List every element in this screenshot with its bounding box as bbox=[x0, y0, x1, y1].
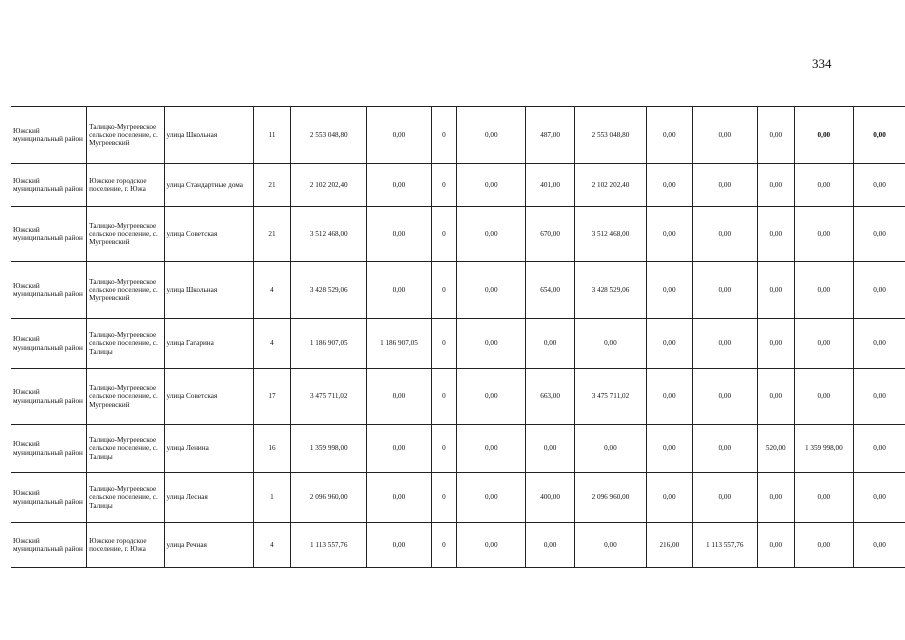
district-cell: Южский муниципальный район bbox=[11, 207, 87, 262]
area-cell: 0,00 bbox=[757, 369, 794, 425]
total-cost-cell: 1 186 907,05 bbox=[291, 319, 367, 369]
count-cell: 0 bbox=[431, 207, 457, 262]
total-cost-cell: 3 428 529,06 bbox=[291, 262, 367, 319]
cost-cell: 2 102 202,40 bbox=[574, 164, 646, 207]
cost-cell: 0,00 bbox=[692, 262, 757, 319]
count-cell: 0 bbox=[431, 523, 457, 568]
cost-cell: 0,00 bbox=[457, 107, 526, 164]
cost-cell: 1 113 557,76 bbox=[692, 523, 757, 568]
cost-cell: 0,00 bbox=[794, 107, 853, 164]
district-cell: Южский муниципальный район bbox=[11, 107, 87, 164]
building-number-cell: 4 bbox=[253, 262, 291, 319]
cost-cell: 0,00 bbox=[457, 473, 526, 523]
area-cell: 0,00 bbox=[757, 164, 794, 207]
area-cell: 216,00 bbox=[647, 523, 693, 568]
area-cell: 654,00 bbox=[526, 262, 575, 319]
cost-cell: 0,00 bbox=[367, 523, 431, 568]
area-cell: 0,00 bbox=[757, 107, 794, 164]
cost-cell: 0,00 bbox=[794, 262, 853, 319]
area-cell: 0,00 bbox=[757, 523, 794, 568]
district-cell: Южский муниципальный район bbox=[11, 425, 87, 473]
district-cell: Южский муниципальный район bbox=[11, 369, 87, 425]
street-cell: улица Гагарина bbox=[164, 319, 253, 369]
cost-cell: 0,00 bbox=[794, 319, 853, 369]
total-cost-cell: 2 102 202,40 bbox=[291, 164, 367, 207]
count-cell: 0 bbox=[431, 425, 457, 473]
area-cell: 487,00 bbox=[526, 107, 575, 164]
settlement-cell: Талицко-Мугреевское сельское поселение, с. Мугреевский bbox=[87, 207, 164, 262]
area-cell: 0,00 bbox=[647, 107, 693, 164]
building-number-cell: 21 bbox=[253, 164, 291, 207]
table-row bbox=[11, 425, 905, 473]
cost-cell: 0,00 bbox=[367, 425, 431, 473]
settlement-cell: Талицко-Мугреевское сельское поселение, с. Мугреевский bbox=[87, 369, 164, 425]
cost-cell: 0,00 bbox=[574, 425, 646, 473]
cost-cell: 0,00 bbox=[854, 523, 905, 568]
area-cell: 0,00 bbox=[647, 425, 693, 473]
area-cell: 0,00 bbox=[647, 207, 693, 262]
building-number-cell: 1 bbox=[253, 473, 291, 523]
area-cell: 0,00 bbox=[647, 164, 693, 207]
count-cell: 0 bbox=[431, 262, 457, 319]
area-cell: 0,00 bbox=[757, 319, 794, 369]
cost-cell: 0,00 bbox=[457, 319, 526, 369]
area-cell: 0,00 bbox=[647, 369, 693, 425]
cost-cell: 0,00 bbox=[692, 369, 757, 425]
cost-cell: 0,00 bbox=[457, 262, 526, 319]
total-cost-cell: 3 475 711,02 bbox=[291, 369, 367, 425]
cost-cell: 0,00 bbox=[854, 369, 905, 425]
table-row bbox=[11, 523, 905, 568]
total-cost-cell: 1 113 557,76 bbox=[291, 523, 367, 568]
building-number-cell: 17 bbox=[253, 369, 291, 425]
cost-cell: 0,00 bbox=[574, 523, 646, 568]
cost-cell: 0,00 bbox=[367, 164, 431, 207]
building-number-cell: 16 bbox=[253, 425, 291, 473]
area-cell: 401,00 bbox=[526, 164, 575, 207]
area-cell: 0,00 bbox=[526, 425, 575, 473]
cost-cell: 0,00 bbox=[794, 473, 853, 523]
cost-cell: 0,00 bbox=[854, 164, 905, 207]
cost-cell: 2 553 048,80 bbox=[574, 107, 646, 164]
cost-cell: 3 428 529,06 bbox=[574, 262, 646, 319]
cost-cell: 0,00 bbox=[457, 369, 526, 425]
cost-cell: 0,00 bbox=[794, 369, 853, 425]
cost-cell: 0,00 bbox=[854, 207, 905, 262]
area-cell: 0,00 bbox=[526, 523, 575, 568]
cost-cell: 0,00 bbox=[692, 164, 757, 207]
cost-cell: 0,00 bbox=[854, 425, 905, 473]
cost-cell: 0,00 bbox=[692, 473, 757, 523]
page-number: 334 bbox=[812, 56, 832, 71]
building-number-cell: 4 bbox=[253, 523, 291, 568]
district-cell: Южский муниципальный район bbox=[11, 473, 87, 523]
settlement-cell: Талицко-Мугреевское сельское поселение, с. Талицы bbox=[87, 425, 164, 473]
cost-cell: 2 096 960,00 bbox=[574, 473, 646, 523]
street-cell: улица Советская bbox=[164, 369, 253, 425]
cost-cell: 0,00 bbox=[367, 207, 431, 262]
cost-cell: 3 475 711,02 bbox=[574, 369, 646, 425]
building-number-cell: 11 bbox=[253, 107, 291, 164]
cost-cell: 3 512 468,00 bbox=[574, 207, 646, 262]
area-cell: 0,00 bbox=[757, 473, 794, 523]
count-cell: 0 bbox=[431, 164, 457, 207]
count-cell: 0 bbox=[431, 319, 457, 369]
total-cost-cell: 3 512 468,00 bbox=[291, 207, 367, 262]
cost-cell: 0,00 bbox=[854, 107, 905, 164]
cost-cell: 0,00 bbox=[794, 207, 853, 262]
cost-cell: 0,00 bbox=[457, 164, 526, 207]
settlement-cell: Южское городское поселение, г. Южа bbox=[87, 164, 164, 207]
settlement-cell: Талицко-Мугреевское сельское поселение, с. Мугреевский bbox=[87, 262, 164, 319]
cost-cell: 0,00 bbox=[692, 207, 757, 262]
street-cell: улица Лесная bbox=[164, 473, 253, 523]
settlement-cell: Талицко-Мугреевское сельское поселение, с. Талицы bbox=[87, 473, 164, 523]
cost-cell: 0,00 bbox=[692, 425, 757, 473]
district-cell: Южский муниципальный район bbox=[11, 319, 87, 369]
area-cell: 0,00 bbox=[757, 207, 794, 262]
area-cell: 520,00 bbox=[757, 425, 794, 473]
cost-cell: 0,00 bbox=[457, 523, 526, 568]
cost-cell: 0,00 bbox=[367, 369, 431, 425]
register-table bbox=[11, 106, 905, 568]
cost-cell: 0,00 bbox=[574, 319, 646, 369]
table-row bbox=[11, 164, 905, 207]
district-cell: Южский муниципальный район bbox=[11, 262, 87, 319]
count-cell: 0 bbox=[431, 107, 457, 164]
street-cell: улица Школьная bbox=[164, 262, 253, 319]
area-cell: 0,00 bbox=[647, 473, 693, 523]
street-cell: улица Советская bbox=[164, 207, 253, 262]
district-cell: Южский муниципальный район bbox=[11, 523, 87, 568]
settlement-cell: Талицко-Мугреевское сельское поселение, с. Талицы bbox=[87, 319, 164, 369]
street-cell: улица Ленина bbox=[164, 425, 253, 473]
area-cell: 670,00 bbox=[526, 207, 575, 262]
cost-cell: 0,00 bbox=[794, 164, 853, 207]
street-cell: улица Речная bbox=[164, 523, 253, 568]
street-cell: улица Школьная bbox=[164, 107, 253, 164]
cost-cell: 0,00 bbox=[854, 473, 905, 523]
cost-cell: 0,00 bbox=[854, 319, 905, 369]
building-number-cell: 21 bbox=[253, 207, 291, 262]
cost-cell: 0,00 bbox=[367, 473, 431, 523]
area-cell: 0,00 bbox=[647, 319, 693, 369]
total-cost-cell: 2 096 960,00 bbox=[291, 473, 367, 523]
cost-cell: 0,00 bbox=[692, 107, 757, 164]
settlement-cell: Талицко-Мугреевское сельское поселение, с. Мугреевский bbox=[87, 107, 164, 164]
cost-cell: 0,00 bbox=[854, 262, 905, 319]
cost-cell: 0,00 bbox=[367, 107, 431, 164]
area-cell: 400,00 bbox=[526, 473, 575, 523]
count-cell: 0 bbox=[431, 473, 457, 523]
cost-cell: 0,00 bbox=[794, 523, 853, 568]
area-cell: 0,00 bbox=[526, 319, 575, 369]
cost-cell: 1 186 907,05 bbox=[367, 319, 431, 369]
cost-cell: 0,00 bbox=[692, 319, 757, 369]
cost-cell: 0,00 bbox=[367, 262, 431, 319]
street-cell: улица Стандартные дома bbox=[164, 164, 253, 207]
settlement-cell: Южское городское поселение, г. Южа bbox=[87, 523, 164, 568]
total-cost-cell: 2 553 048,80 bbox=[291, 107, 367, 164]
area-cell: 0,00 bbox=[647, 262, 693, 319]
table-body bbox=[11, 107, 905, 568]
count-cell: 0 bbox=[431, 369, 457, 425]
area-cell: 0,00 bbox=[757, 262, 794, 319]
district-cell: Южский муниципальный район bbox=[11, 164, 87, 207]
area-cell: 663,00 bbox=[526, 369, 575, 425]
cost-cell: 0,00 bbox=[457, 425, 526, 473]
table-row bbox=[11, 107, 905, 164]
building-number-cell: 4 bbox=[253, 319, 291, 369]
cost-cell: 1 359 998,00 bbox=[794, 425, 853, 473]
table-row bbox=[11, 473, 905, 523]
total-cost-cell: 1 359 998,00 bbox=[291, 425, 367, 473]
cost-cell: 0,00 bbox=[457, 207, 526, 262]
table-row bbox=[11, 207, 905, 262]
table-row bbox=[11, 369, 905, 425]
table-row bbox=[11, 262, 905, 319]
table-row bbox=[11, 319, 905, 369]
